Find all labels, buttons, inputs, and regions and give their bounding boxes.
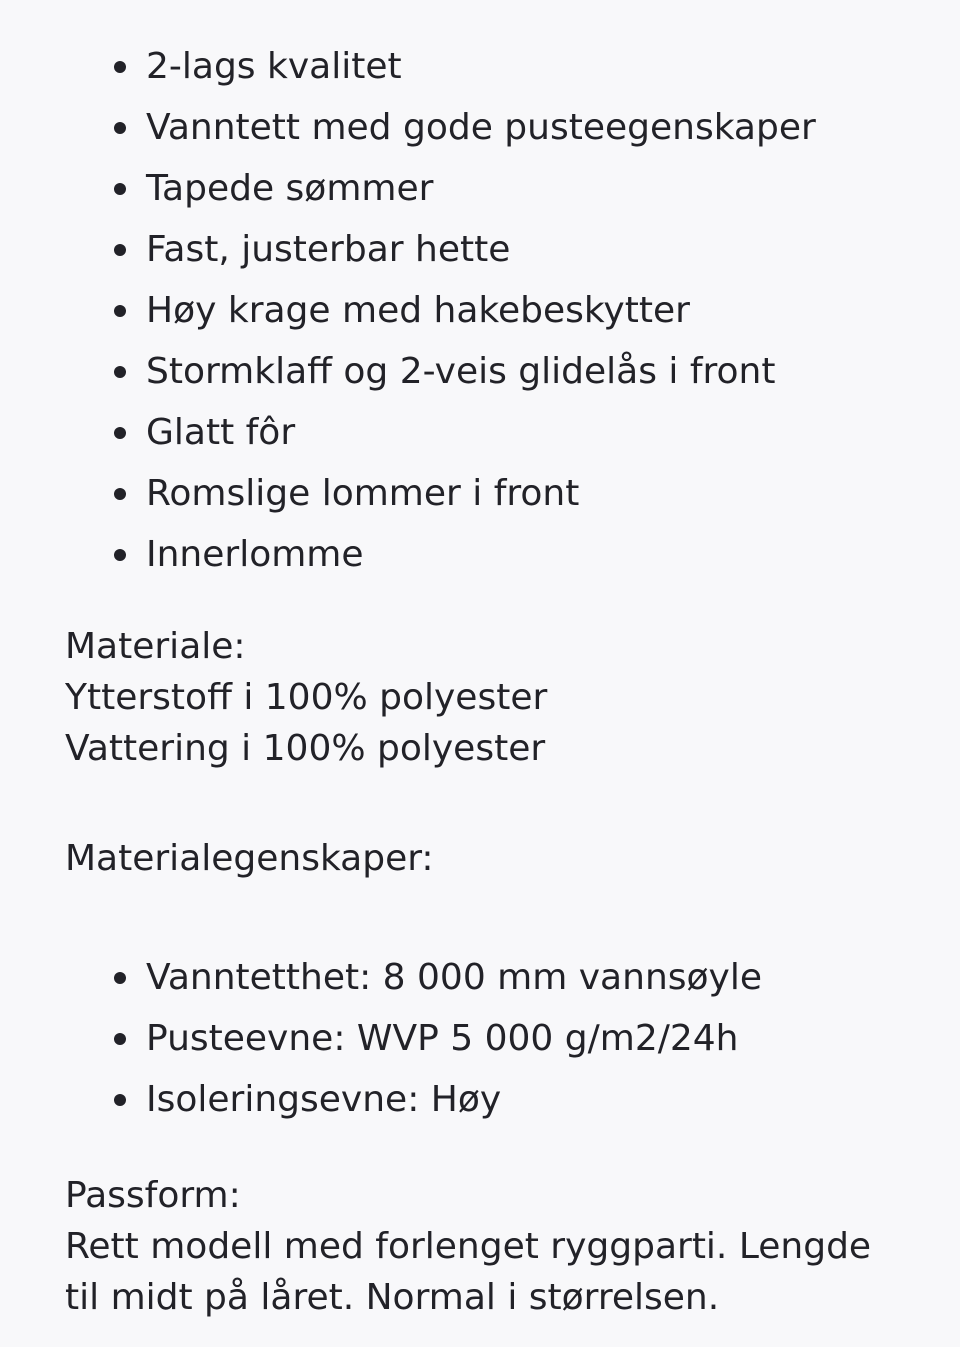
feature-item: Høy krage med hakebeskytter [65, 280, 925, 341]
properties-list [65, 947, 925, 1130]
feature-item: Tapede sømmer [65, 158, 925, 219]
material-heading: Materiale: [65, 626, 246, 667]
feature-item: 2-lags kvalitet [65, 36, 925, 97]
properties-heading: Materialegenskaper: [65, 838, 434, 879]
feature-item: Innerlomme [65, 524, 925, 585]
fit-line: Rett modell med forlenget ryggparti. Lengde [65, 1226, 872, 1267]
property-item: Isoleringsevne: Høy [65, 1069, 925, 1130]
feature-item: Fast, justerbar hette [65, 219, 925, 280]
properties-section [65, 833, 925, 884]
feature-item: Romslige lommer i front [65, 463, 925, 524]
fit-line: til midt på låret. Normal i størrelsen. [65, 1277, 720, 1318]
features-list [65, 36, 925, 585]
property-item: Pusteevne: WVP 5 000 g/m2/24h [65, 1008, 925, 1069]
material-line: Vattering i 100% polyester [65, 728, 546, 769]
material-section [65, 621, 925, 774]
product-description [65, 36, 925, 1323]
material-line: Ytterstoff i 100% polyester [65, 677, 548, 718]
fit-heading: Passform: [65, 1175, 241, 1216]
property-item: Vanntetthet: 8 000 mm vannsøyle [65, 947, 925, 1008]
feature-item: Stormklaff og 2-veis glidelås i front [65, 341, 925, 402]
feature-item: Glatt fôr [65, 402, 925, 463]
fit-section [65, 1170, 925, 1323]
feature-item: Vanntett med gode pusteegenskaper [65, 97, 925, 158]
